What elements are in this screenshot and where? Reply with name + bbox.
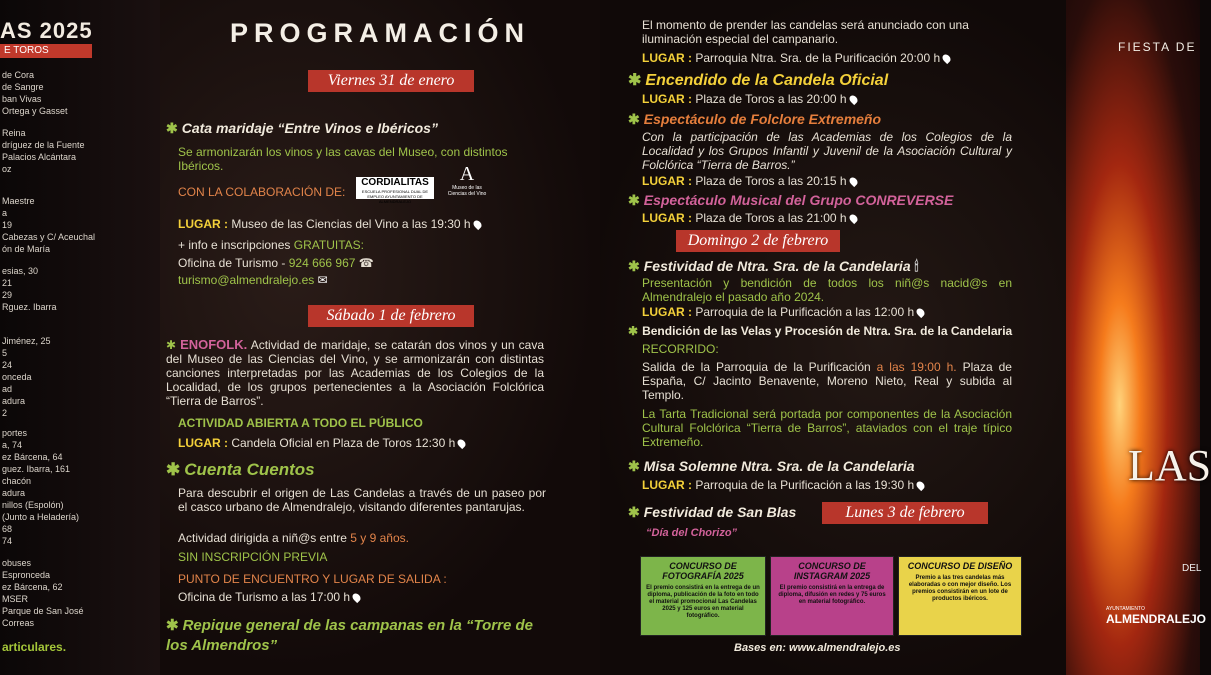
event-desc-cuenta: Para descubrir el origen de Las Candelas a través de un paseo por el casco urbano de Almendralejo, visitando diferentes pantarujas.	[178, 486, 546, 514]
location-pin-icon	[915, 307, 926, 318]
street-item: 68	[2, 524, 13, 534]
collab-label: CON LA COLABORACIÓN DE:	[178, 185, 346, 199]
tarta-text: La Tarta Tradicional será portada por componentes de la Asociación Cultural Folclórica “Tierra de Barros”, ataviados con el traje típico Extremeño.	[642, 407, 1012, 449]
contest-title: CONCURSO DE FOTOGRAFÍA 2025	[662, 561, 744, 581]
event-title-misa: ✱ Misa Solemne Ntra. Sra. de la Candelaria	[628, 458, 915, 474]
star-icon: ✱	[628, 258, 640, 274]
programacion-panel-2	[600, 0, 1066, 675]
misa-location: LUGAR : Parroquia de la Purificación a las 19:30 h	[642, 478, 924, 492]
location-pin-icon	[471, 219, 482, 230]
star-icon: ✱	[628, 72, 642, 89]
star-icon: ✱	[166, 120, 178, 136]
email-line[interactable]: turismo@almendralejo.es ✉	[178, 273, 328, 287]
street-item: 19	[2, 220, 13, 230]
street-item: ón de María	[2, 244, 51, 254]
phone-icon: ☎	[358, 256, 374, 270]
star-icon: ✱	[628, 458, 640, 474]
day-pill-friday: Viernes 31 de enero	[308, 70, 474, 92]
cuenta-punto: PUNTO DE ENCUENTRO Y LUGAR DE SALIDA :	[178, 572, 447, 586]
street-item: a	[2, 208, 8, 218]
event-title-repique: ✱ Repique general de las campanas en la “Torre de los Almendros”	[166, 617, 533, 654]
cover-panel	[1066, 0, 1211, 675]
contest-card	[640, 556, 766, 636]
street-item: Maestre	[2, 196, 35, 206]
cuenta-noinsc: SIN INSCRIPCIÓN PREVIA	[178, 550, 328, 564]
street-item: Parque de San José	[2, 606, 84, 616]
location-pin-icon	[847, 94, 858, 105]
event-title-cata: ✱ Cata maridaje “Entre Vinos e Ibéricos”	[166, 120, 438, 136]
street-item: (Junto a Heladería)	[2, 512, 80, 522]
street-item: chacón	[2, 476, 32, 486]
location-pin-icon	[456, 438, 467, 449]
street-item: 21	[2, 278, 13, 288]
recorrido-label: RECORRIDO:	[642, 342, 719, 356]
street-item: obuses	[2, 558, 32, 568]
street-item: Cabezas y C/ Aceuchal	[2, 232, 96, 242]
bases-link[interactable]: Bases en: www.almendralejo.es	[734, 642, 901, 654]
street-item: ad	[2, 384, 13, 394]
event-desc-cata: Se armonizarán los vinos y las cavas del Museo, con distintos Ibéricos.	[178, 145, 508, 173]
street-item: guez. Ibarra, 161	[2, 464, 71, 474]
street-item: adura	[2, 396, 26, 406]
day-pill-monday: Lunes 3 de febrero	[822, 502, 988, 524]
street-item: ez Bárcena, 64	[2, 452, 63, 462]
star-icon: ✱	[166, 460, 181, 479]
cover-top: FIESTA DE	[1118, 40, 1197, 54]
event-title-candelaria: ✱ Festividad de Ntra. Sra. de la Candelaria 🕯	[628, 258, 919, 274]
street-item: esias, 30	[2, 266, 39, 276]
recorrido-desc: Salida de la Parroquia de la Purificación a las 19:00 h. Plaza de España, C/ Jacinto Benavente, Moreno Nieto, Real y subida al Templo.	[642, 360, 1012, 402]
street-item: 2	[2, 408, 8, 418]
event-title-musical: ✱ Espectáculo Musical del Grupo CONREVERSE	[628, 192, 954, 208]
location-pin-icon	[847, 213, 858, 224]
location-pin-icon	[351, 592, 362, 603]
folclore-desc: Con la participación de las Academias de los Colegios de la Localidad y los Grupos Infantil y Juvenil de la Asociación Cultural y Folclórica “Tierra de Barros.”	[642, 130, 1012, 172]
event-enofolk: ✱ ENOFOLK. Actividad de maridaje, se catarán dos vinos y un cava del Museo de las Ciencias del Vino, y se armonizarán con distintas canciones interpretadas por las Academias de los Colegios de la Localidad, de los grupos pertenecientes a la Asociación Folclórica “Tierra de Barros”.	[166, 337, 545, 408]
contest-card	[898, 556, 1022, 636]
event-title-encendido: ✱ Encendido de la Candela Oficial	[628, 72, 889, 89]
candles-icon: 🕯	[914, 258, 919, 274]
street-item: ez Bárcena, 62	[2, 582, 63, 592]
museo-logo: A Museo de las Ciencias del Vino	[447, 163, 487, 197]
left-tag: E TOROS	[0, 44, 92, 58]
event-title-folclore: ✱ Espectáculo de Folclore Extremeño	[628, 111, 882, 127]
enofolk-open: ACTIVIDAD ABIERTA A TODO EL PÚBLICO	[178, 416, 423, 430]
street-item: adura	[2, 488, 26, 498]
programacion-panel	[160, 0, 600, 675]
intro-location: LUGAR : Parroquia Ntra. Sra. de la Purificación 20:00 h	[642, 51, 950, 65]
enofolk-location: LUGAR : Candela Oficial en Plaza de Toros 12:30 h	[178, 436, 465, 450]
street-item: ban Vivas	[2, 94, 42, 104]
street-item: nillos (Espolón)	[2, 500, 64, 510]
star-icon: ✱	[628, 111, 640, 127]
street-item: a, 74	[2, 440, 23, 450]
street-item: 5	[2, 348, 8, 358]
candelaria-location: LUGAR : Parroquia de la Purificación a las 12:00 h	[642, 305, 924, 319]
street-item: portes	[2, 428, 28, 438]
mail-icon: ✉	[317, 273, 328, 287]
encendido-location: LUGAR : Plaza de Toros a las 20:00 h	[642, 92, 857, 106]
street-item: Reina	[2, 128, 26, 138]
info-line: + info e inscripciones GRATUITAS:	[178, 238, 364, 252]
street-list-panel	[0, 0, 160, 675]
contest-text: El premio consistirá en la entrega de diploma, difusión en redes y 75 euros en material fotográfico.	[778, 585, 886, 605]
street-item: de Sangre	[2, 82, 44, 92]
intro-text: El momento de prender las candelas será anunciado con una iluminación especial del campanario.	[642, 18, 969, 46]
page-title: PROGRAMACIÓN	[230, 18, 530, 48]
star-icon: ✱	[166, 617, 179, 634]
cover-big: LAS	[1128, 441, 1211, 490]
contest-title: CONCURSO DE INSTAGRAM 2025	[793, 561, 871, 581]
street-item: Ortega y Gasset	[2, 106, 68, 116]
cuenta-age: Actividad dirigida a niñ@s entre 5 y 9 años.	[178, 531, 409, 545]
star-icon: ✱	[628, 324, 639, 338]
contest-text: Premio a las tres candelas más elaboradas o con mejor diseño. Los premios consistirán en un lote de productos ibéricos.	[908, 575, 1012, 602]
cuenta-location: Oficina de Turismo a las 17:00 h	[178, 590, 360, 604]
left-footer: articulares.	[2, 640, 67, 654]
contest-card	[770, 556, 894, 636]
cover-ayto: AYUNTAMIENTO	[1106, 606, 1145, 612]
location-pin-icon	[941, 53, 952, 64]
street-item: Rguez. Ibarra	[2, 302, 57, 312]
star-icon: ✱	[628, 504, 640, 520]
event-title-cuenta: ✱ Cuenta Cuentos	[166, 460, 315, 479]
almendralejo-logo: ALMENDRALEJO	[1106, 612, 1207, 626]
street-item: Espronceda	[2, 570, 51, 580]
street-item: 74	[2, 536, 13, 546]
location-pin-icon	[915, 480, 926, 491]
musical-location: LUGAR : Plaza de Toros a las 21:00 h	[642, 211, 857, 225]
candelaria-desc: Presentación y bendición de todos los niñ@s nacid@s en Almendralejo el pasado año 2024.	[642, 276, 1012, 304]
contest-title: CONCURSO DE DISEÑO	[907, 561, 1013, 571]
street-item: oz	[2, 164, 12, 174]
street-item: onceda	[2, 372, 32, 382]
left-title: AS 2025	[0, 18, 93, 43]
street-item: MSER	[2, 594, 29, 604]
street-item: 29	[2, 290, 13, 300]
event-title-sanblas: ✱ Festividad de San Blas	[628, 504, 797, 520]
event-title-bendicion: ✱ Bendición de las Velas y Procesión de Ntra. Sra. de la Candelaria	[628, 324, 1013, 338]
star-icon: ✱	[628, 192, 640, 208]
chorizo-label: “Día del Chorizo”	[646, 527, 738, 539]
street-item: Palacios Alcántara	[2, 152, 77, 162]
location-pin-icon	[847, 176, 858, 187]
cata-location: LUGAR : Museo de las Ciencias del Vino a las 19:30 h	[178, 217, 481, 231]
street-item: dríguez de la Fuente	[2, 140, 85, 150]
cover-del: DEL	[1182, 563, 1202, 574]
day-pill-saturday: Sábado 1 de febrero	[308, 305, 474, 327]
street-item: 24	[2, 360, 13, 370]
contest-text: El premio consistirá en la entrega de un diploma, publicación de la foto en todo el material promocional Las Candelas 2025 y 125 euros en material fotográfico.	[646, 585, 760, 619]
cordialitas-logo: CORDIALITAS ESCUELA PROFESIONAL DUAL DE EMPLEO AYUNTAMIENTO DE ALMENDRALEJO	[356, 177, 434, 199]
star-icon: ✱	[166, 338, 177, 352]
street-item: Correas	[2, 618, 35, 628]
folclore-location: LUGAR : Plaza de Toros a las 20:15 h	[642, 174, 857, 188]
street-item: Jiménez, 25	[2, 336, 51, 346]
day-pill-sunday: Domingo 2 de febrero	[676, 230, 840, 252]
phone-line: Oficina de Turismo - 924 666 967 ☎	[178, 256, 374, 270]
street-item: de Cora	[2, 70, 35, 80]
